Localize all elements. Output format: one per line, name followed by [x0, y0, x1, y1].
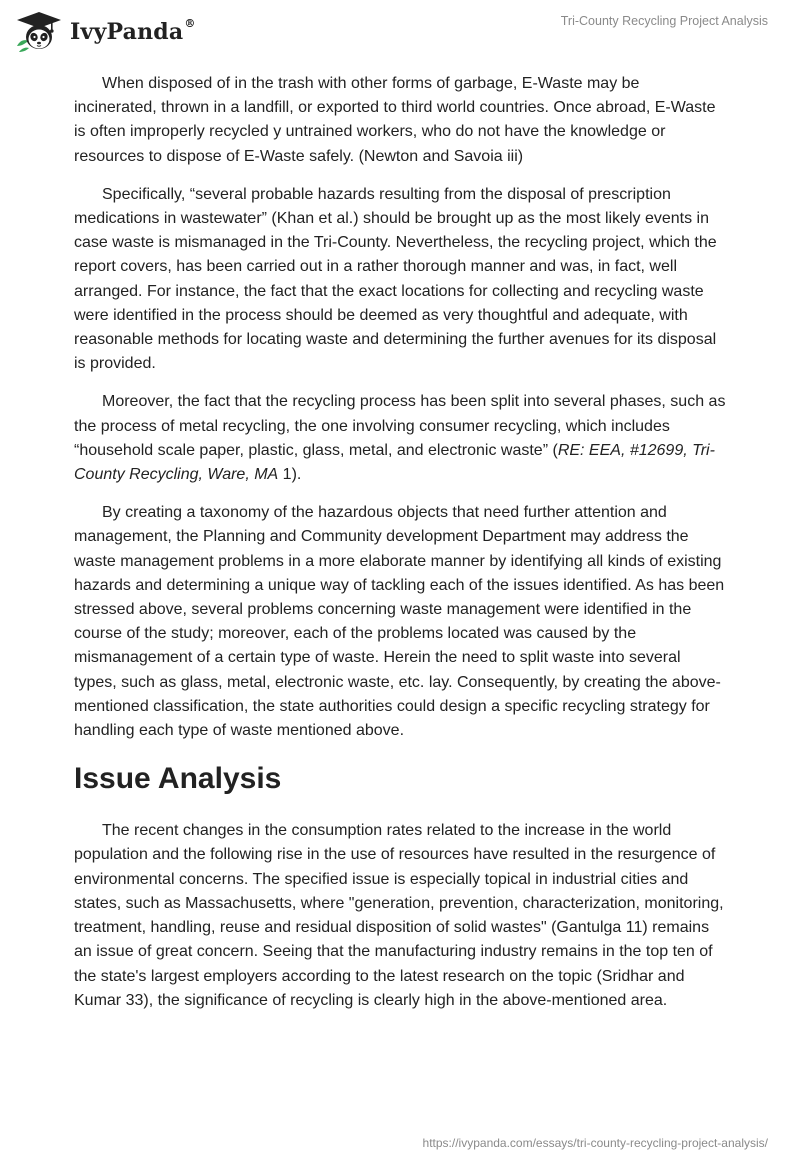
paragraph-3-tail: 1). — [278, 466, 302, 484]
paragraph-3 — [74, 390, 726, 487]
paragraph-1: When disposed of in the trash with other forms of garbage, E-Waste may be incinerated, thrown in a landfill, or exported to third world countries. Once abroad, E-Waste is often improperly recycled y untrained workers, who do not have the knowledge or resources to dispose of E-Waste safely. (Newton and Savoia iii) — [74, 75, 716, 165]
page-header — [0, 0, 800, 64]
paragraph-3-text: Moreover, the fact that the recycling process has been split into several phases, such as the process of metal recycling, the one involving consumer recycling, which includes “household scale paper, plastic, glass, metal, and electronic waste” ( — [74, 393, 726, 459]
logo-text: IvyPanda® — [70, 17, 196, 45]
source-url[interactable]: https://ivypanda.com/essays/tri-county-recycling-project-analysis/ — [422, 1136, 768, 1150]
section-paragraph-1: The recent changes in the consumption rates related to the increase in the world population and the following rise in the use of resources have resulted in the resurgence of environmental concerns. The specified issue is especially topical in industrial cities and states, such as Massachusetts, where "generation, prevention, characterization, monitoring, treatment, handling, reuse and residual disposition of solid wastes" (Gantulga 11) remains an issue of great concern. Seeing that the manufacturing industry remains in the top ten of the state's largest employers according to the latest research on the topic (Sridhar and Kumar 33), the significance of recycling is clearly high in the above-mentioned area. — [74, 822, 724, 1009]
ivypanda-logo[interactable] — [14, 10, 196, 54]
paragraph-4: By creating a taxonomy of the hazardous objects that need further attention and management, the Planning and Community development Department may address the waste management problems in a more elaborate manner by identifying all kinds of existing hazards and determining a unique way of tackling each of the issues identified. As has been stressed above, several problems concerning waste management were identified in the course of the study; moreover, each of the problems located was caused by the mismanagement of a certain type of waste. Herein the need to split waste into several types, such as glass, metal, electronic waste, etc. lay. Consequently, by creating the above-mentioned classification, the state authorities could design a specific recycling strategy for handling each type of waste mentioned above. — [74, 504, 725, 740]
document-title: Tri-County Recycling Project Analysis — [560, 14, 768, 28]
section-heading: Issue Analysis — [74, 762, 282, 796]
essay-body — [74, 72, 726, 1027]
paragraph-2: Specifically, “several probable hazards resulting from the disposal of prescription medications in wastewater” (Khan et al.) should be brought up as the most likely events in case waste is mismanaged in the Tri-County. Nevertheless, the recycling project, which the report covers, has been carried out in a rather thorough manner and was, in fact, well arranged. For instance, the fact that the exact locations for collecting and recycling waste were identified in the process should be deemed as very thoughtful and adequate, with reasonable methods for locating waste and determining the further avenues for its disposal is provided. — [74, 185, 717, 373]
citation-italic: RE: EEA, #12699, Tri-County Recycling, Ware, MA — [74, 441, 715, 484]
registered-mark: ® — [184, 17, 196, 30]
panda-graduation-cap-icon — [14, 10, 64, 54]
